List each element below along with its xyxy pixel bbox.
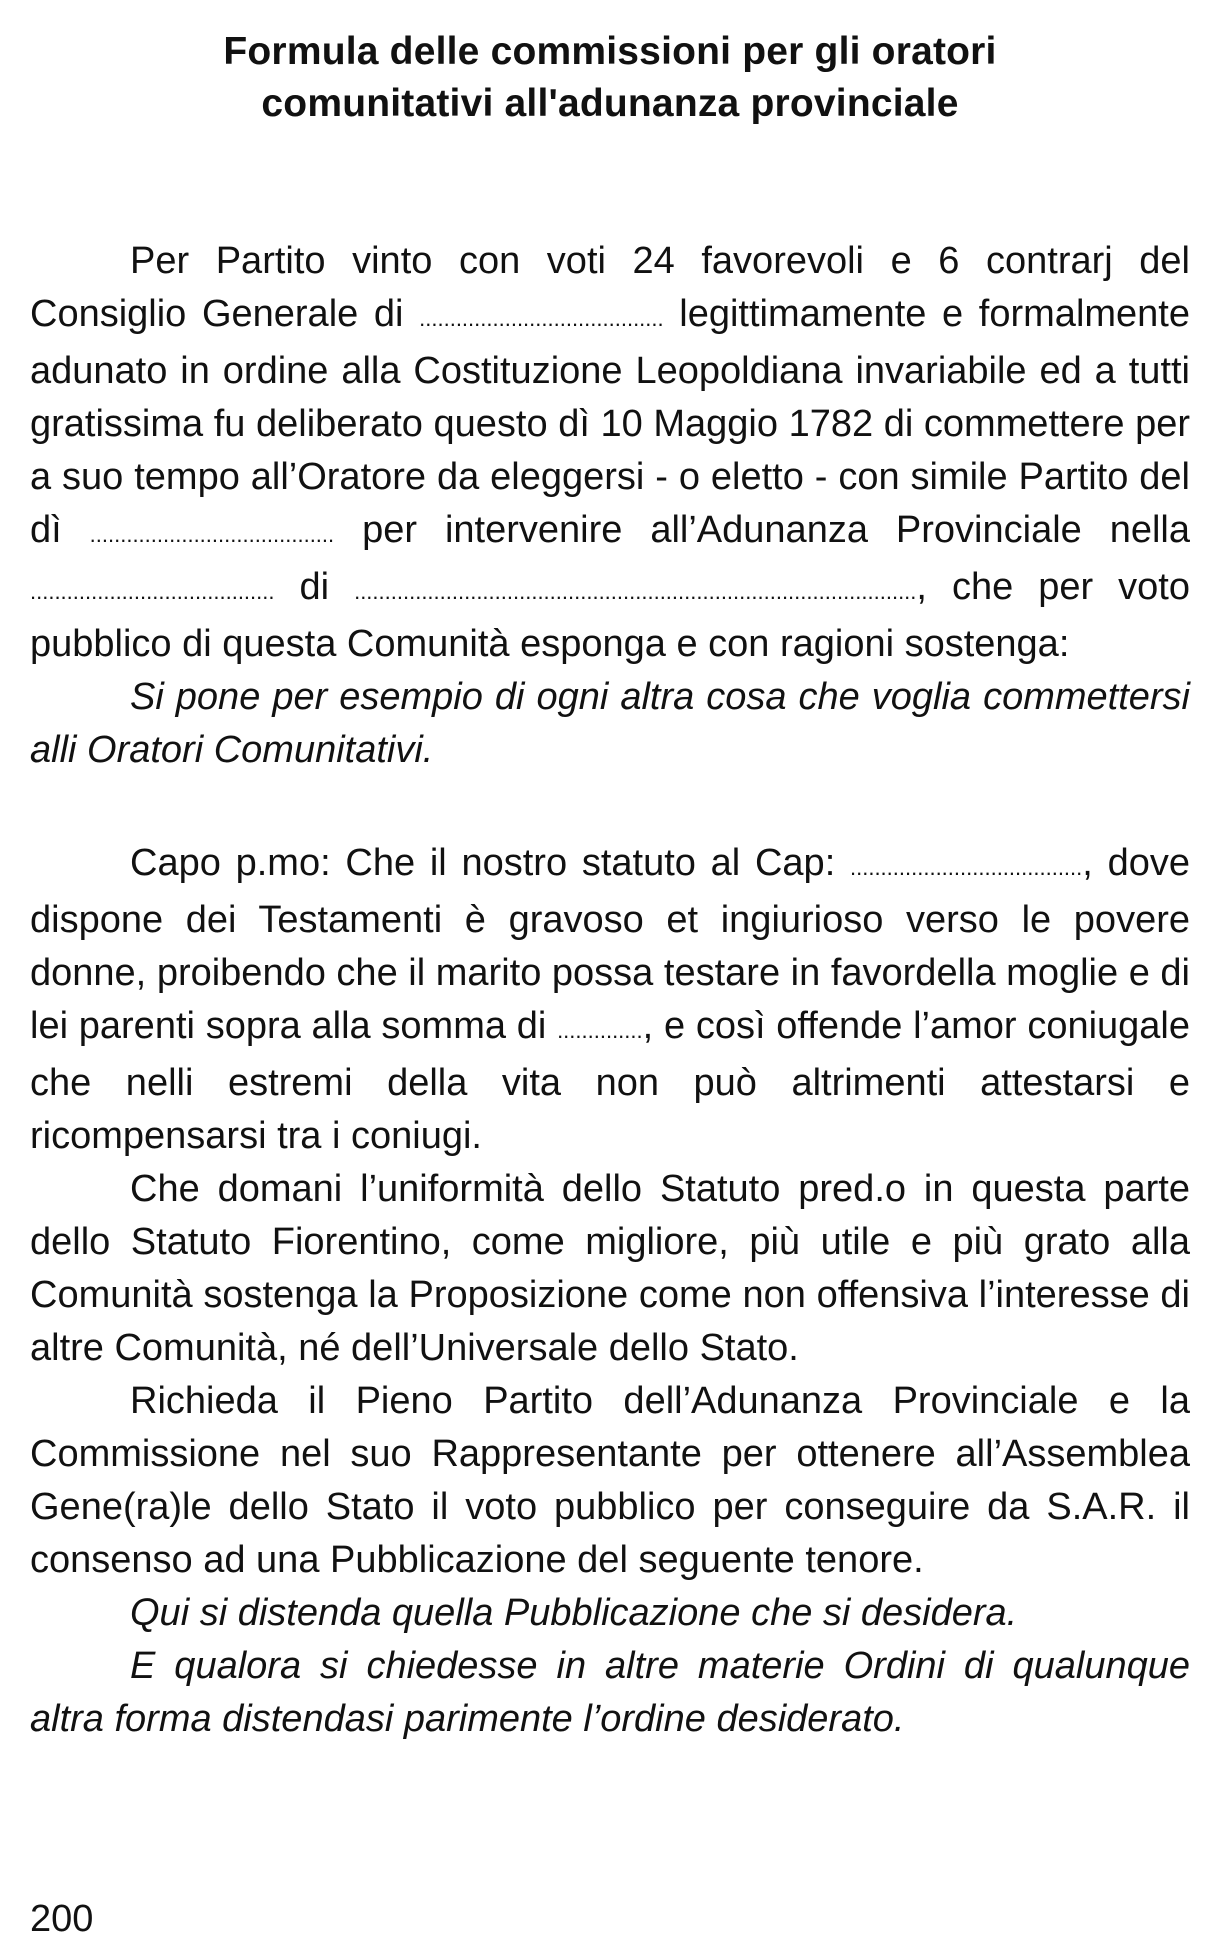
blank-dotted-field: ............................................................................................ <box>354 579 917 604</box>
page-number: 200 <box>30 1898 94 1940</box>
paragraph-example-note: Si pone per esempio di ogni altra cosa che voglia commettersi alli Oratori Comunitativi. <box>30 676 1190 771</box>
title-line-2: comunitativi all'adunanza provinciale <box>261 82 959 125</box>
paragraph-publication-note: Qui si distenda quella Pubblicazione che si desidera. <box>130 1592 1018 1634</box>
page-title <box>120 26 1100 130</box>
paragraph-deliberation <box>30 235 1190 671</box>
paragraph-text: , e così offende l’amor coniugale che nelli estremi della vita non può altrimenti attestarsi e ricompensarsi tra i coniugi. <box>30 1005 1191 1157</box>
blank-dotted-field: ........................................ <box>30 579 275 604</box>
title-line-1: Formula delle commissioni per gli oratori <box>223 30 997 73</box>
paragraph-text: legittimamente e formalmente adunato in ordine alla Costituzione Leopoldiana invariabile ed a tutti gratissima fu deliberato questo dì 10 Maggio 1782 di commettere per a suo tempo all’Oratore da eleggersi - o eletto - con simile Partito del dì <box>30 293 1190 551</box>
paragraph-text: Capo p.mo: Che il nostro statuto al Cap: <box>130 842 850 884</box>
paragraph-request: Richieda il Pieno Partito dell’Adunanza Provinciale e la Commissione nel suo Rappresentante per ottenere all’Assemblea Gene(ra)le dello Stato il voto pubblico per conseguire da S.A.R. il consenso ad una Pubblicazione del seguente tenore. <box>30 1380 1190 1581</box>
paragraph-text: , che per voto pubblico di questa Comunità esponga e con ragioni sostenga: <box>30 566 1190 665</box>
blank-dotted-field: ........................................ <box>419 306 664 331</box>
blank-dotted-field: ...................................... <box>850 855 1083 880</box>
paragraph-text: di <box>274 566 355 608</box>
blank-dotted-field: ........................................ <box>89 522 335 547</box>
paragraph-text: , dove dispone dei Testamenti è gravoso et ingiurioso verso le povere donne, proibendo che il marito possa testare in favordella moglie e di lei parenti sopra alla somma di <box>30 842 1190 1047</box>
paragraph-text: per intervenire all’Adunanza Provinciale nella <box>334 509 1191 551</box>
paragraph-capo-primo <box>30 837 1190 1163</box>
blank-dotted-field: .............. <box>557 1018 643 1043</box>
paragraph-uniformity: Che domani l’uniformità dello Statuto pred.o in questa parte dello Statuto Fiorentino, come migliore, più utile e più grato alla Comunità sostenga la Proposizione come non offensiva l’interesse di altre Comunità, né dell’Universale dello Stato. <box>30 1168 1190 1369</box>
paragraph-text: Per Partito vinto con voti 24 favorevoli e 6 contrarj del Consiglio Generale di <box>30 240 1190 335</box>
paragraph-other-orders-note: E qualora si chiedesse in altre materie Ordini di qualunque altra forma distendasi parimente l’ordine desiderato. <box>30 1645 1190 1740</box>
document-body <box>30 235 1190 1746</box>
